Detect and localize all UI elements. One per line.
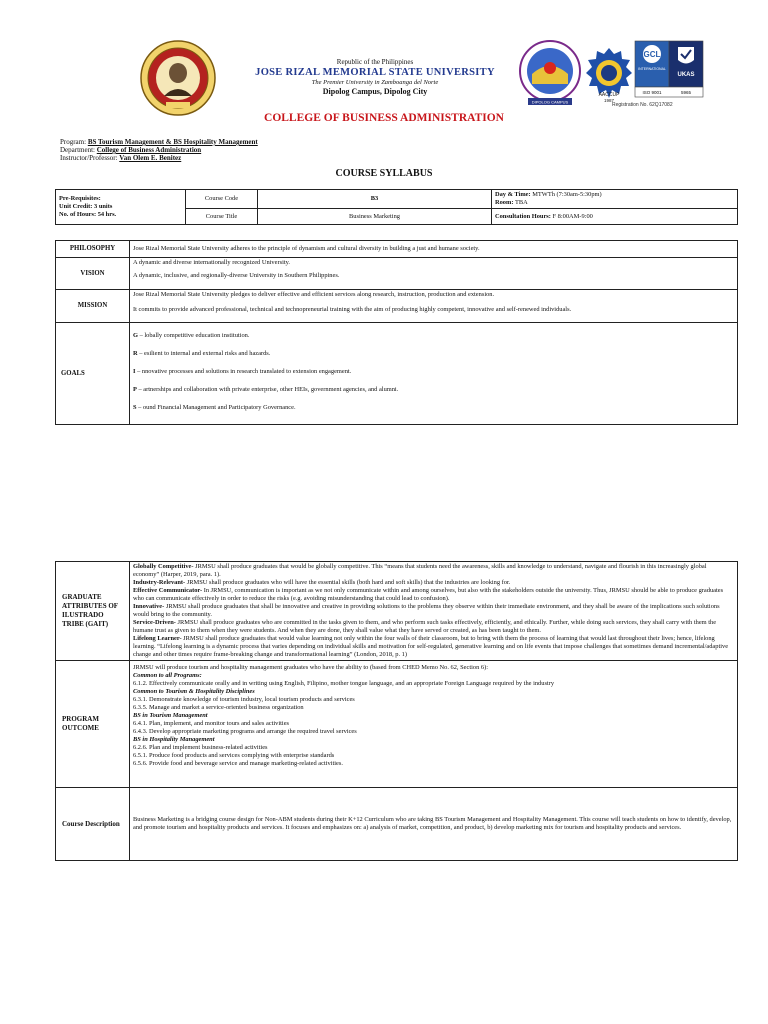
outcome-item: 6.3.5. Manage and market a service-oriented business organization [133,704,304,711]
program-value: BS Tourism Management & BS Hospitality Management [87,138,258,146]
course-info-table [55,189,738,225]
gait-item: Lifelong Learner- JRMSU shall produce graduates that would value learning not only within the four walls of their classroom, but to bring with them the process of learning that would last throughout their lives; hence, lifelong learning. “Lifelong learning is a dynamic process that varies depending on individual skills and motivation for self-regulated, generative learning and on life events that impose challenges that sometimes demand incremental/adaptive change and other times require frame-breaking change and transformational learning” (London, 2018, p. 1) [133,635,729,658]
graduate-attributes-table [55,561,738,861]
aaccup-year: 1987 [603,98,615,103]
instructor-value: Van Olem E. Benitez [119,154,182,162]
seal-caption: DIPOLOG CAMPUS [531,99,569,105]
course-description-text: Business Marketing is a bridging course design for Non-ABM students during their K+12 Curriculum who are taking BS Tourism Management and Hospitality Management. This course will teach students on how to identify, develop, and promote tourism and hospitality products and services. It focuses and emphasizes on: a) analysis of market, competition, and product, b) develop marketing mix for tourism and hospitality products and services. [130,788,738,861]
course-code-value: B3 [258,190,492,209]
goals-label: GOALS [56,323,130,425]
gait-item: Industry-Relevant- JRMSU shall produce graduates who will have the essential skills (both hard and soft skills) that the industries are looking for. [133,579,511,586]
outcome-item: 6.1.2. Effectively communicate orally and in writing using English, Filipino, mother tongue language, and an appropriate Foreign Language required by the industry [133,680,555,687]
ukas-number: 5965 [680,90,692,95]
outcome-item: 6.3.1. Demonstrate knowledge of tourism industry, local tourism products and services [133,696,355,703]
course-title-value: Business Marketing [258,209,492,225]
vision-cell: A dynamic and diverse internationally recognized University. A dynamic, inclusive, and regionally-diverse University in Southern Philippines. [130,258,738,290]
department-line: Department: College of Business Administration [60,146,202,154]
outcome-heading: Common to Tourism & Hospitality Disciplines [133,688,255,695]
outcome-heading: BS in Tourism Management [133,712,208,719]
program-line: Program: BS Tourism Management & BS Hospitality Management [60,138,258,146]
outcome-item: 6.4.3. Develop appropriate marketing programs and arrange the required travel services [133,728,357,735]
page-title: COURSE SYLLABUS [335,168,433,179]
course-title-label: Course Title [186,209,258,225]
iso-text: ISO 9001 [642,90,662,95]
outcome-heading: BS in Hospitality Management [133,736,215,743]
goal-item: R – esilient to internal and external risks and hazards. [133,350,271,357]
republic-text: Republic of the Philippines [336,58,414,66]
prereq-cell: Pre-Requisites: Unit Credit: 3 units No. of Hours: 54 hrs. [56,190,186,225]
goals-cell [130,323,738,425]
aaccup-label: AACCUP [598,92,620,98]
campus-text: Dipolog Campus, Dipolog City [322,87,428,96]
gait-label: GRADUATE ATTRIBUTES OF ILUSTRADO TRIBE (GAIT) [56,562,130,661]
schedule-cell: Day & Time: MTWTh (7:30am-5:30pm) Room: TBA [492,190,738,209]
course-code-label: Course Code [186,190,258,209]
course-description-label: Course Description [56,788,130,861]
university-header [250,58,500,96]
gait-cell [130,562,738,661]
mission-cell: Jose Rizal Memorial State University pledges to deliver effective and efficient services along research, instruction, production and extension. It commits to provide advanced professional, technical and technopreneurial training with the aim of producing highly competent, innovative and self-renewed individuals. [130,290,738,323]
gait-item: Service-Driven- JRMSU shall produce graduates who are committed in the tasks given to them, and who perform such tasks effectively, efficiently, and ethically. Further, while doing such services, they shall carry with them the humane trust as given to them when they were students. And when they are done, they shall value what they have served or created, as has been taught to them. [133,619,717,634]
instructor-line: Instructor/Professor: Van Olem E. Benitez [60,154,182,162]
vision-label: VISION [56,258,130,290]
aaccup-logo [584,46,634,104]
goal-item: I – nnovative processes and solutions in research translated to extension engagement. [133,368,352,375]
college-seal-logo [518,40,582,106]
college-name: COLLEGE OF BUSINESS ADMINISTRATION [264,112,504,124]
gait-item: Effective Communicator- In JRMSU, communication is important as we not only communicate within and among ourselves, but also with the stakeholders outside the university. Thus, JRMSU should be able to produce graduates who can communicate effectively in order to reduce the risks (e.g. avoiding misunderstanding that could lead to confusion). [133,587,724,602]
outcome-item: 6.2.6. Plan and implement business-related activities [133,744,268,751]
outcome-item: 6.5.6. Provide food and beverage service and manage marketing-related activities. [133,760,343,767]
gait-item: Globally Competitive- JRMSU shall produce graduates that would be globally competitive. This “means that students need the awareness, skills and knowledge to understand, navigate and flourish in this increasingly global economy” (Harper, 2019, para. 1). [133,563,707,578]
mission-label: MISSION [56,290,130,323]
philosophy-vision-mission-table [55,240,738,425]
philosophy-text: Jose Rizal Memorial State University adheres to the principle of dynamism and cultural diversity in building a just and humane society. [130,241,738,258]
program-outcome-label: PROGRAM OUTCOME [56,661,130,788]
consultation-cell: Consultation Hours: F 8:00AM-9:00 [492,209,738,225]
gait-item: Innovative- JRMSU shall produce graduates that shall be innovative and creative in providing solutions to the problems they observe within their immediate environment, and they shall be aware of the implications such solutions would bring to the community. [133,603,720,618]
outcome-item: 6.5.1. Produce food products and services complying with enterprise standards [133,752,335,759]
goal-item: G – lobally competitive education institution. [133,332,250,339]
program-info [60,138,258,162]
outcome-heading: Common to all Programs: [133,672,202,679]
university-name: JOSE RIZAL MEMORIAL STATE UNIVERSITY [255,67,495,78]
philosophy-label: PHILOSOPHY [56,241,130,258]
program-outcome-cell: JRMSU will produce tourism and hospitality management graduates who have the ability to (based from CHED Memo No. 62, Section 6): Common to all Programs: 6.1.2. Effectively communicate orally and in writing using English, Filipino, mother tongue language, and an appropriate Foreign Language required by the industry Common to Tourism & Hospitality Disciplines 6.3.1. Demonstrate knowledge of tourism industry, local tourism products and services 6.3.5. Manage and market a service-oriented business organization BS in Tourism Management 6.4.1. Plan, implement, and monitor tours and sales activities 6.4.3. Develop appropriate marketing programs and arrange the required travel services BS in Hospitality Management 6.2.6. Plan and implement business-related activities 6.5.1. Produce food products and services complying with enterprise standards 6.5.6. Provide food and beverage service and manage marketing-related activities. [130,661,738,788]
gcl-text: GCL [643,50,661,59]
registration-number: Registration No. 62Q17082 [612,102,673,108]
university-tagline: The Premier University in Zamboanga del Norte [311,79,439,86]
outcome-item: 6.4.1. Plan, implement, and monitor tours and sales activities [133,720,290,727]
university-seal-logo [140,40,216,116]
gcl-sub: INTERNATIONAL [638,67,666,71]
goal-item: S – ound Financial Management and Participatory Governance. [133,404,296,411]
outcome-list [133,672,734,768]
goal-item: P – artnerships and collaboration with private enterprise, other HEIs, government agencies, and alumni. [133,386,399,393]
gcl-ukas-certification-logo [634,40,704,98]
department-value: College of Business Administration [96,146,202,154]
ukas-text: UKAS [677,72,695,78]
